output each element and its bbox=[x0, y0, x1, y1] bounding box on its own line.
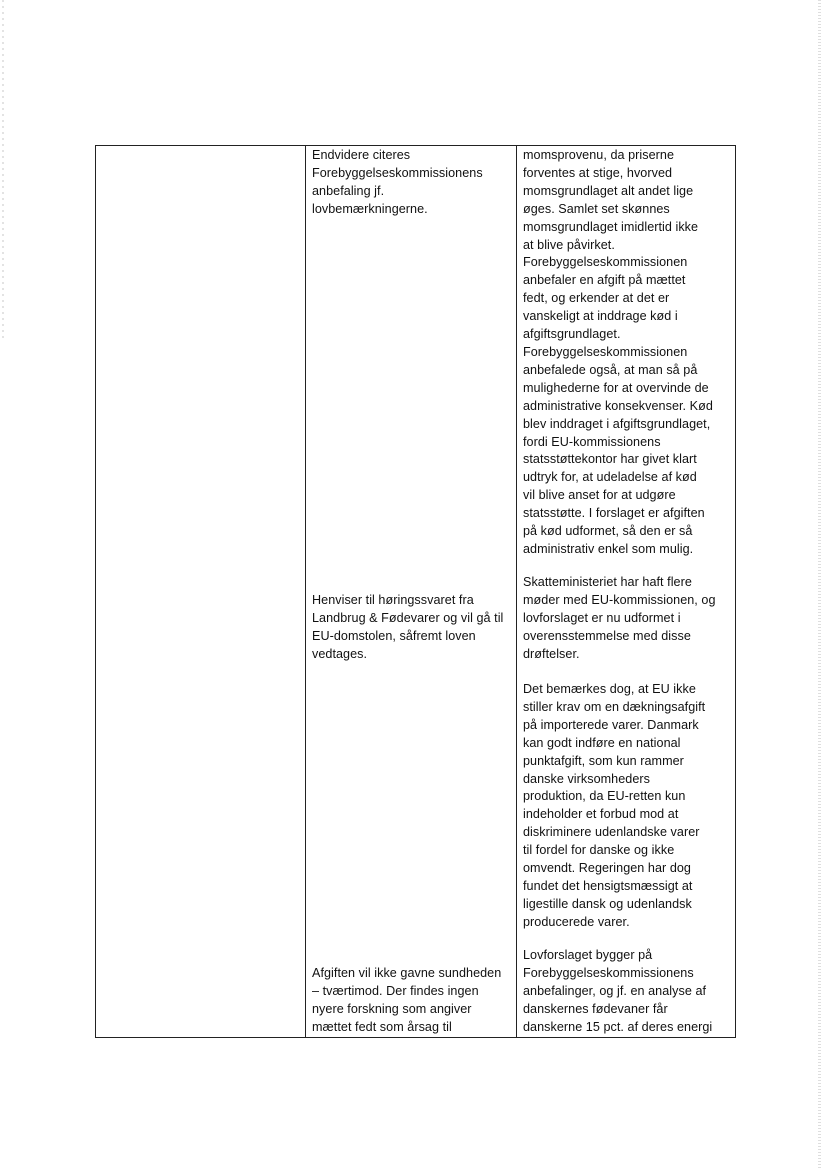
comment-eu-court: Henviser til høringssvaret fra Landbrug & Fødevarer og vil gå til EU-domstolen, såfremt loven vedtages. bbox=[312, 593, 504, 661]
column-divider bbox=[516, 146, 517, 1037]
response-import-duty: Det bemærkes dog, at EU ikke stiller krav om en dækningsafgift på importerede varer. Danmark kan godt indføre en national punktafgift, som kun rammer danske virksomheders produktion, da EU-retten kun indeholder et forbud mod at diskriminere udenlandske varer til fordel for danske og ikke omvendt. Regeringen har dog fundet det hensigtsmæssigt at ligestille dansk og udenlandsk producerede varer. bbox=[523, 682, 706, 929]
response-commission-recommendations: Lovforslaget bygger på Forebyggelseskommissionens anbefalinger, og jf. en analyse af danskernes fødevaner får danskerne 15 pct. af deres energi bbox=[523, 948, 713, 1034]
scan-artifact-right bbox=[818, 0, 821, 1168]
column-divider bbox=[305, 146, 306, 1037]
consultation-table bbox=[95, 145, 736, 1038]
response-vat-revenue: momsprovenu, da priserne forventes at stige, hvorved momsgrundlaget alt andet lige øges. Samlet set skønnes momsgrundlaget imidlertid ikke at blive påvirket. Forebyggelseskommissionen anbefaler en afgift på mættet fedt, og erkender at det er vanskeligt at inddrage kød i afgiftsgrundlaget. Forebyggelseskommissionen anbefalede også, at man så på mulighederne for at overvinde de administrative konsekvenser. Kød blev inddraget i afgiftsgrundlaget, fordi EU-kommissionens statsstøttekontor har givet klart udtryk for, at udeladelse af kød vil blive anset for at udgøre statsstøtte. I forslaget er afgiften på kød udformet, så den er så administrativ enkel som mulig. bbox=[523, 148, 713, 556]
scan-artifact-left bbox=[2, 0, 4, 340]
comment-health: Afgiften vil ikke gavne sundheden – tværtimod. Der findes ingen nyere forskning som angiver mættet fedt som årsag til bbox=[312, 966, 502, 1034]
comment-citation: Endvidere citeres Forebyggelseskommissionens anbefaling jf. lovbemærkningerne. bbox=[312, 148, 483, 216]
response-eu-meetings: Skatteministeriet har haft flere møder med EU-kommissionen, og lovforslaget er nu udformet i overensstemmelse med disse drøftelser. bbox=[523, 575, 716, 661]
